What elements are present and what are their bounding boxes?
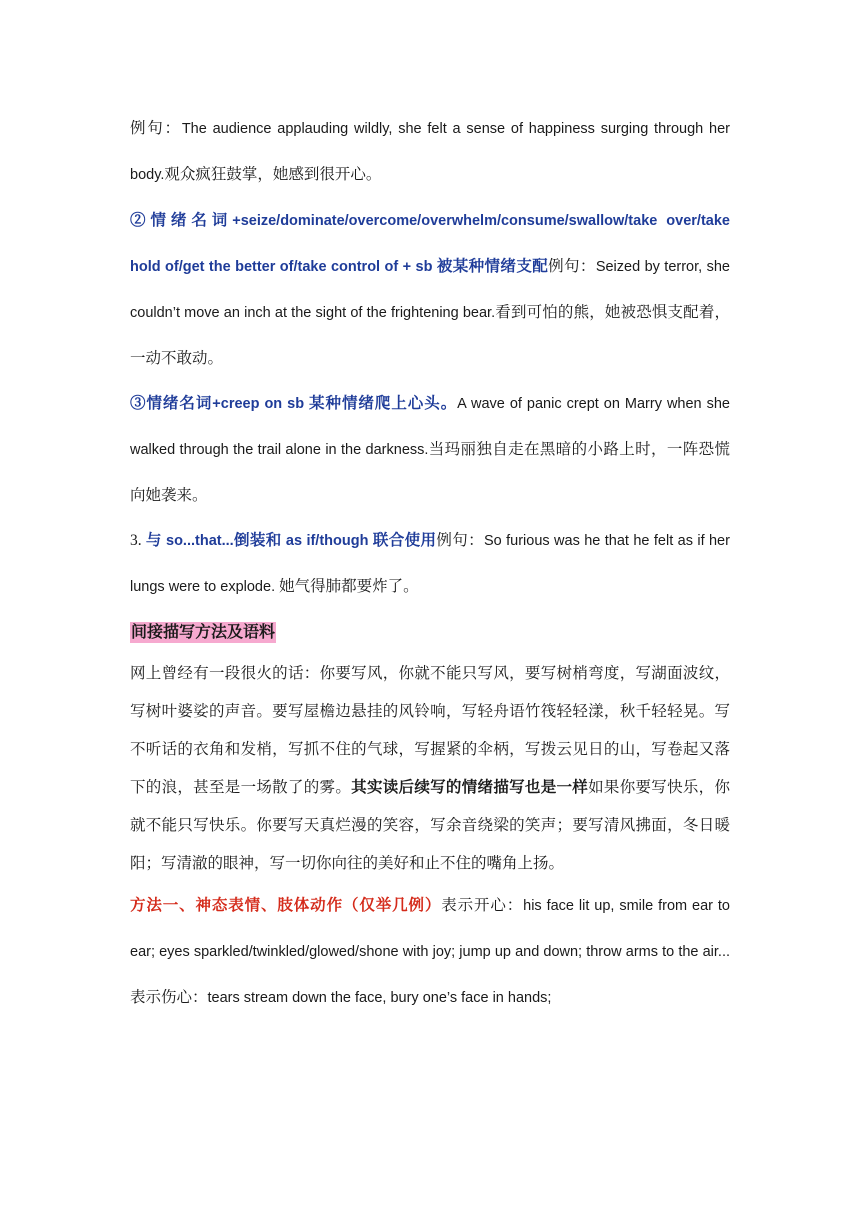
example-english: A wave of panic crept on Marry when she walked through the trail alone in the darkness. bbox=[130, 396, 730, 458]
intro-text-continued: 如果你要写快乐，你就不能只写快乐。你要写天真烂漫的笑容，写余音绕梁的笑声；要写清风拂面，冬日暖阳；写清澈的眼神，写一切你向往的美好和止不住的嘴角上扬。 bbox=[130, 779, 730, 872]
method-label-happy: 表示开心： bbox=[441, 897, 524, 914]
section-heading-row bbox=[130, 610, 730, 655]
example-label: 例句： bbox=[436, 532, 484, 549]
rule-paragraph-2 bbox=[130, 198, 730, 381]
rule-title-meaning: 某种情绪爬上心头。 bbox=[309, 395, 458, 412]
rule-title-part: 联合使用 bbox=[372, 532, 437, 549]
example-label: 例句： bbox=[548, 258, 596, 275]
rule-title-en: +creep on sb bbox=[212, 396, 310, 412]
rule-title-zh: 情绪名词 bbox=[150, 212, 233, 229]
example-english: The audience applauding wildly, she felt a sense of happiness surging through her body. bbox=[130, 121, 730, 183]
intro-text: 网上曾经有一段很火的话：你要写风，你就不能只写风，要写树梢弯度，写湖面波纹，写树叶婆娑的声音。要写屋檐边悬挂的风铃响，写轻舟语竹筏轻轻漾，秋千轻轻晃。写不听话的衣角和发梢，写抓不住的气球，写握紧的伞柄，写拨云见日的山，写卷起又落下的浪，甚至是一场散了的雾。 bbox=[130, 665, 730, 796]
rule-paragraph-4 bbox=[130, 518, 730, 610]
method-examples-happy: his face lit up, smile from ear to ear; eyes sparkled/twinkled/glowed/shone with joy; jump up and down; throw arms to the air... bbox=[130, 898, 730, 960]
rule-title-meaning: 被某种情绪支配 bbox=[436, 258, 549, 275]
document-page bbox=[130, 106, 730, 1021]
example-paragraph-1 bbox=[130, 106, 730, 198]
rule-title-part: 与 bbox=[145, 532, 166, 549]
rule-number: ③ bbox=[130, 395, 147, 412]
example-chinese: 她气得肺都要炸了。 bbox=[279, 578, 419, 595]
rule-title-zh: 情绪名词 bbox=[146, 395, 213, 412]
method-paragraph-1 bbox=[130, 883, 730, 1021]
intro-paragraph bbox=[130, 655, 730, 883]
rule-paragraph-3 bbox=[130, 381, 730, 518]
example-english: So furious was he that he felt as if her lungs were to explode. bbox=[130, 533, 730, 595]
section-heading: 间接描写方法及语料 bbox=[131, 624, 276, 641]
rule-number: ② bbox=[130, 212, 151, 229]
rule-title-part: as if/though bbox=[285, 533, 373, 549]
example-label: 例句： bbox=[130, 120, 182, 137]
rule-title-en: +seize/dominate/overcome/overwhelm/consume/swallow/take over/take hold of/get the better of/take control of + sb bbox=[130, 213, 730, 275]
method-label-sad: 表示伤心： bbox=[130, 989, 208, 1006]
rule-title-part: so...that... bbox=[166, 533, 234, 549]
intro-bold-text: 其实读后续写的情绪描写也是一样 bbox=[351, 779, 589, 796]
method-examples-sad: tears stream down the face, bury one’s face in hands; bbox=[207, 990, 552, 1006]
example-chinese: 看到可怕的熊，她被恐惧支配着，一动不敢动。 bbox=[130, 304, 730, 367]
example-english: Seized by terror, she couldn’t move an inch at the sight of the frightening bear. bbox=[130, 259, 730, 321]
rule-title-part: 倒装和 bbox=[233, 532, 286, 549]
method-title: 方法一、神态表情、肢体动作（仅举几例） bbox=[130, 897, 442, 914]
example-chinese: 当玛丽独自走在黑暗的小路上时，一阵恐慌向她袭来。 bbox=[130, 441, 730, 504]
example-chinese: 观众疯狂鼓掌，她感到很开心。 bbox=[164, 166, 382, 183]
rule-number: 3. bbox=[130, 532, 146, 549]
